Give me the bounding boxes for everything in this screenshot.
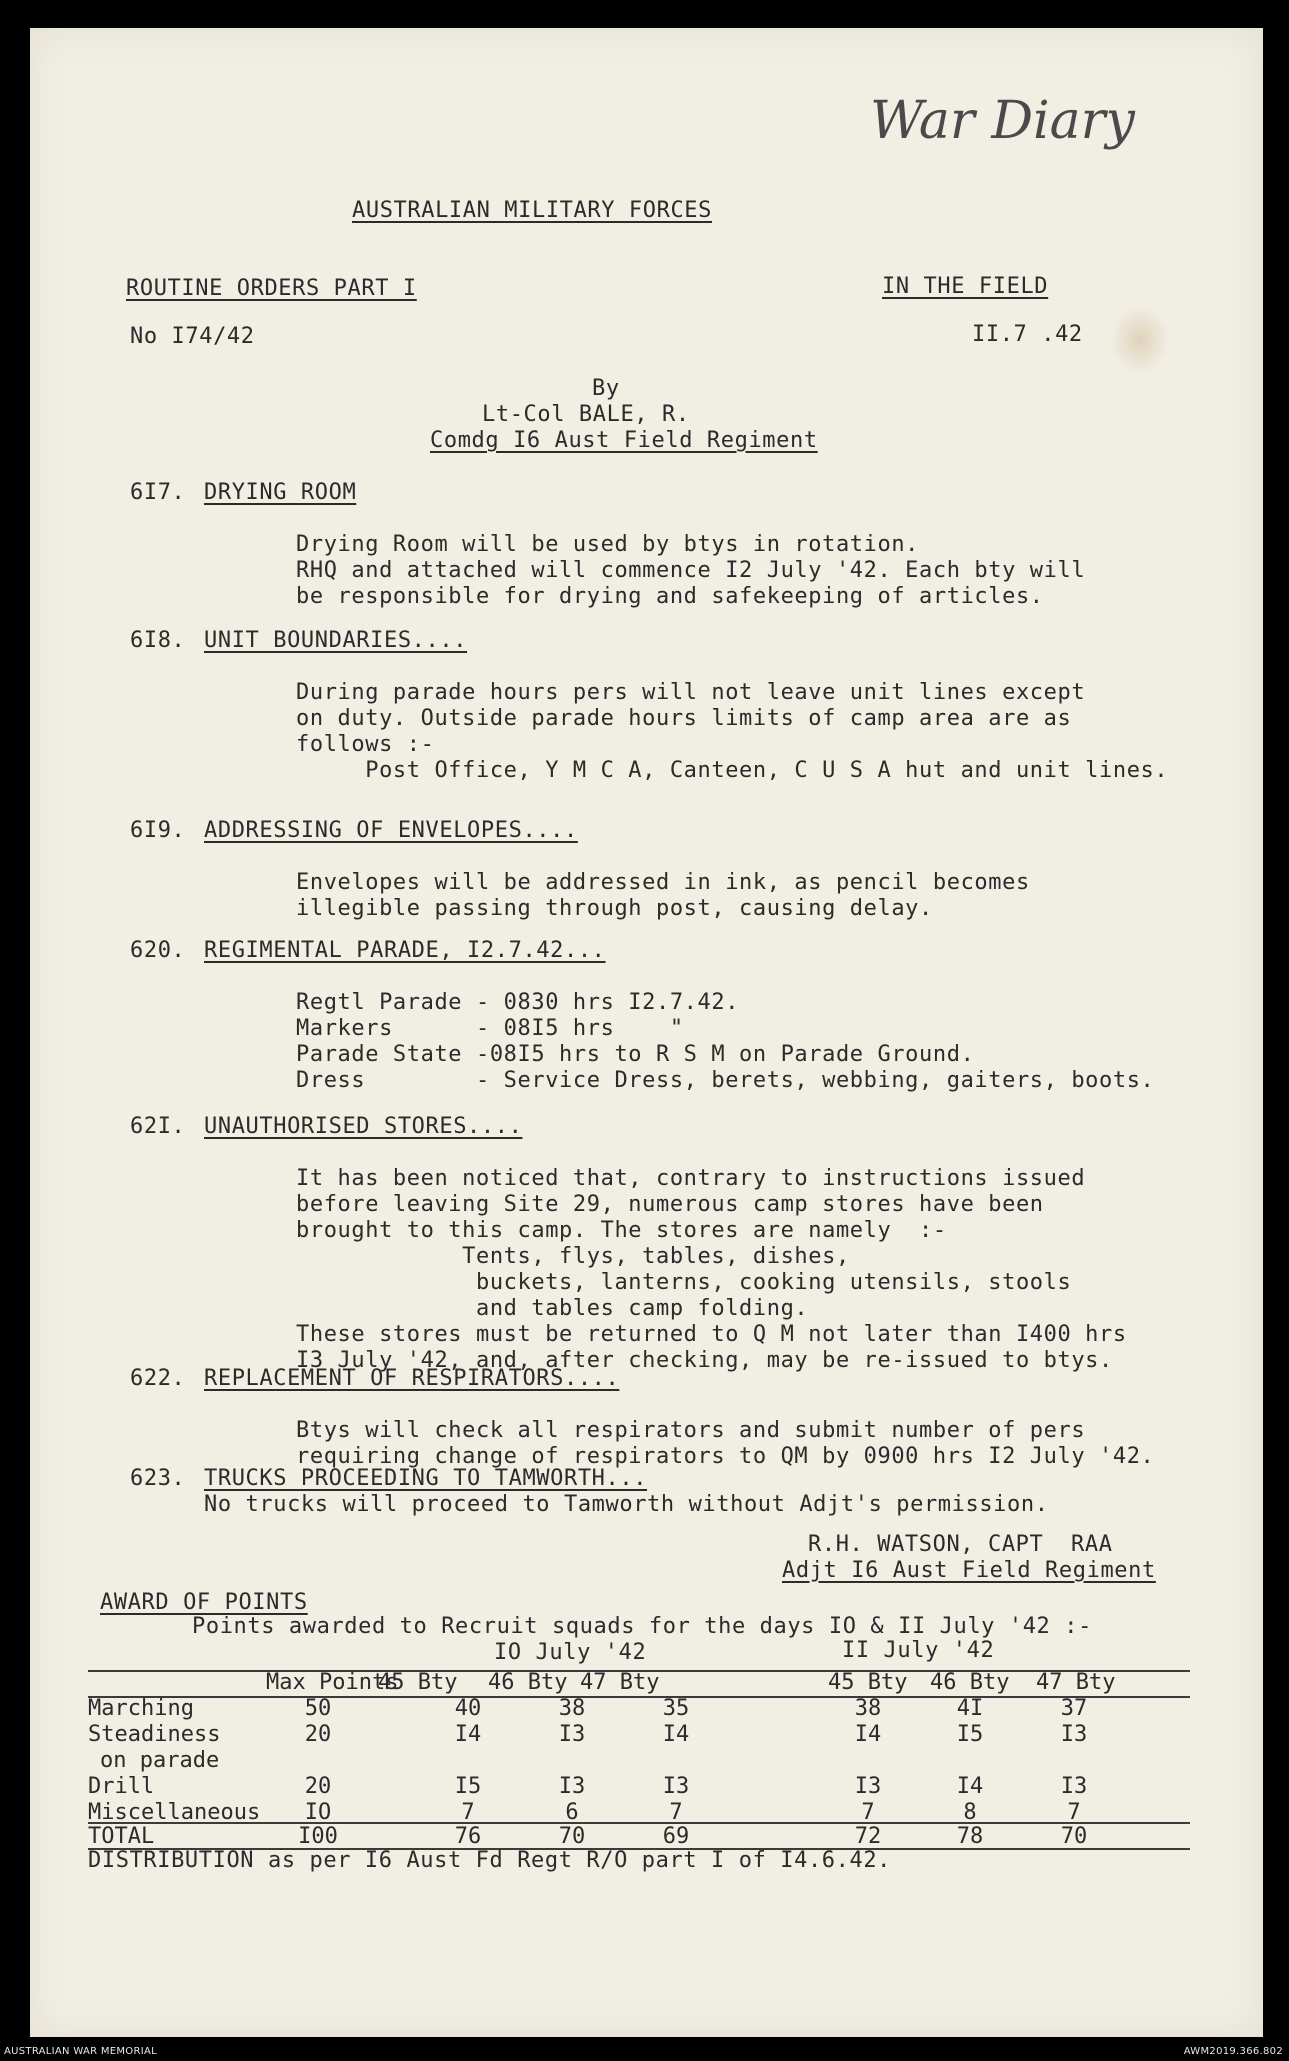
order-line: I3 July '42, and, after checking, may be re-issued to btys. [296, 1348, 1113, 1373]
table-cell: I3 [1060, 1774, 1088, 1799]
row-label: Miscellaneous [88, 1800, 261, 1825]
order-title-7: TRUCKS PROCEEDING TO TAMWORTH... [204, 1466, 648, 1491]
footer-right: AWM2019.366.802 [1183, 2046, 1283, 2057]
day1-heading: IO July '42 [494, 1640, 647, 1665]
award-intro: Points awarded to Recruit squads for the days IO & II July '42 :- [192, 1614, 1092, 1639]
row-label: Marching [88, 1696, 194, 1721]
table-cell: 7 [1067, 1800, 1081, 1825]
order-line: Btys will check all respirators and submit number of pers [296, 1418, 1086, 1443]
order-line: Parade State -08I5 hrs to R S M on Parade Ground. [296, 1042, 975, 1067]
order-number-4: 620. [130, 938, 186, 963]
table-cell: I4 [662, 1722, 690, 1747]
order-title-2: UNIT BOUNDARIES.... [204, 628, 468, 653]
order-title-4: REGIMENTAL PARADE, I2.7.42... [204, 938, 606, 963]
table-cell: 70 [558, 1824, 586, 1849]
row-label: TOTAL [88, 1824, 155, 1849]
table-cell: 50 [304, 1696, 332, 1721]
order-number-2: 6I8. [130, 628, 186, 653]
order-line: and tables camp folding. [296, 1296, 809, 1321]
order-line: brought to this camp. The stores are namely :- [296, 1218, 947, 1243]
order-number-6: 622. [130, 1366, 186, 1391]
table-cell: 7 [669, 1800, 683, 1825]
row-label: Drill [88, 1774, 155, 1799]
table-cell: I3 [558, 1722, 586, 1747]
table-cell: I4 [956, 1774, 984, 1799]
signature-name: R.H. WATSON, CAPT RAA [808, 1532, 1113, 1557]
column-header: 47 Bty [1036, 1670, 1116, 1695]
authority-command: Comdg I6 Aust Field Regiment [430, 428, 818, 453]
column-header: 45 Bty [378, 1670, 458, 1695]
paper-stain [1110, 305, 1170, 375]
day2-heading: II July '42 [842, 1638, 995, 1663]
order-number: No I74/42 [130, 324, 255, 349]
table-cell: 38 [558, 1696, 586, 1721]
table-cell: 70 [1060, 1824, 1088, 1849]
distribution: DISTRIBUTION as per I6 Aust Fd Regt R/O part I of I4.6.42. [88, 1848, 892, 1873]
table-cell: 8 [963, 1800, 977, 1825]
order-number-5: 62I. [130, 1114, 186, 1139]
authority-by: By [592, 376, 620, 401]
table-cell: 76 [454, 1824, 482, 1849]
column-header: 45 Bty [828, 1670, 908, 1695]
table-cell: 20 [304, 1774, 332, 1799]
order-line: be responsible for drying and safekeeping of articles. [296, 584, 1044, 609]
table-cell: 6 [565, 1800, 579, 1825]
table-cell: 7 [861, 1800, 875, 1825]
table-total-rule [88, 1822, 1190, 1824]
column-header: 46 Bty [488, 1670, 568, 1695]
table-cell: 4I [956, 1696, 984, 1721]
order-title-5: UNAUTHORISED STORES.... [204, 1114, 523, 1139]
order-number-3: 6I9. [130, 818, 186, 843]
column-header: 46 Bty [930, 1670, 1010, 1695]
table-cell: I5 [956, 1722, 984, 1747]
table-cell: 40 [454, 1696, 482, 1721]
order-line: RHQ and attached will commence I2 July '42. Each bty will [296, 558, 1086, 583]
table-cell: I4 [454, 1722, 482, 1747]
order-line: During parade hours pers will not leave unit lines except [296, 680, 1086, 705]
table-cell: 37 [1060, 1696, 1088, 1721]
order-line: Envelopes will be addressed in ink, as pencil becomes [296, 870, 1030, 895]
table-cell: I5 [454, 1774, 482, 1799]
table-cell: 38 [854, 1696, 882, 1721]
authority-name: Lt-Col BALE, R. [482, 402, 690, 427]
order-line: follows :- [296, 732, 435, 757]
location: IN THE FIELD [882, 274, 1049, 299]
footer-left: AUSTRALIAN WAR MEMORIAL [4, 2046, 157, 2057]
handwritten-note [860, 78, 1180, 188]
order-line: Tents, flys, tables, dishes, [296, 1244, 850, 1269]
order-number-7: 623. [130, 1466, 186, 1491]
table-cell: 72 [854, 1824, 882, 1849]
order-line: illegible passing through post, causing delay. [296, 896, 933, 921]
order-line: Dress - Service Dress, berets, webbing, gaiters, boots. [296, 1068, 1155, 1093]
order-title-6: REPLACEMENT OF RESPIRATORS.... [204, 1366, 620, 1391]
award-title: AWARD OF POINTS [100, 1590, 308, 1615]
signature-role: Adjt I6 Aust Field Regiment [782, 1558, 1156, 1583]
table-cell: 35 [662, 1696, 690, 1721]
table-cell: I4 [854, 1722, 882, 1747]
order-line: Regtl Parade - 0830 hrs I2.7.42. [296, 990, 740, 1015]
row-label: Steadiness [88, 1722, 221, 1747]
table-cell: 78 [956, 1824, 984, 1849]
table-cell: I3 [558, 1774, 586, 1799]
column-header: 47 Bty [580, 1670, 660, 1695]
order-title-3: ADDRESSING OF ENVELOPES.... [204, 818, 578, 843]
column-header: Max Points [266, 1670, 399, 1695]
table-cell: I3 [662, 1774, 690, 1799]
table-cell: IO [304, 1800, 332, 1825]
order-line: on duty. Outside parade hours limits of camp area are as [296, 706, 1072, 731]
order-line: requiring change of respirators to QM by 0900 hrs I2 July '42. [296, 1444, 1155, 1469]
table-cell: 7 [461, 1800, 475, 1825]
orders-part: ROUTINE ORDERS PART I [126, 276, 417, 301]
table-cell: I00 [298, 1824, 338, 1849]
order-title-1: DRYING ROOM [204, 480, 357, 505]
table-cell: 69 [662, 1824, 690, 1849]
order-line: before leaving Site 29, numerous camp stores have been [296, 1192, 1044, 1217]
order-number-1: 6I7. [130, 480, 186, 505]
order-line: These stores must be returned to Q M not later than I400 hrs [296, 1322, 1127, 1347]
handwritten-text: War Diary [870, 91, 1135, 151]
order-line: Markers - 08I5 hrs " [296, 1016, 684, 1041]
table-header-rule [88, 1696, 1190, 1698]
order-line: Post Office, Y M C A, Canteen, C U S A hut and unit lines. [296, 758, 1169, 783]
table-cell: 20 [304, 1722, 332, 1747]
order-line: It has been noticed that, contrary to instructions issued [296, 1166, 1086, 1191]
table-cell: I3 [854, 1774, 882, 1799]
doc-title: AUSTRALIAN MILITARY FORCES [352, 198, 712, 223]
order-line: Drying Room will be used by btys in rotation. [296, 532, 920, 557]
order-line: buckets, lanterns, cooking utensils, stools [296, 1270, 1072, 1295]
table-cell: I3 [1060, 1722, 1088, 1747]
order-date: II.7 .42 [972, 322, 1083, 347]
row-label-cont: on parade [100, 1748, 220, 1773]
order-line: No trucks will proceed to Tamworth without Adjt's permission. [204, 1492, 1049, 1517]
